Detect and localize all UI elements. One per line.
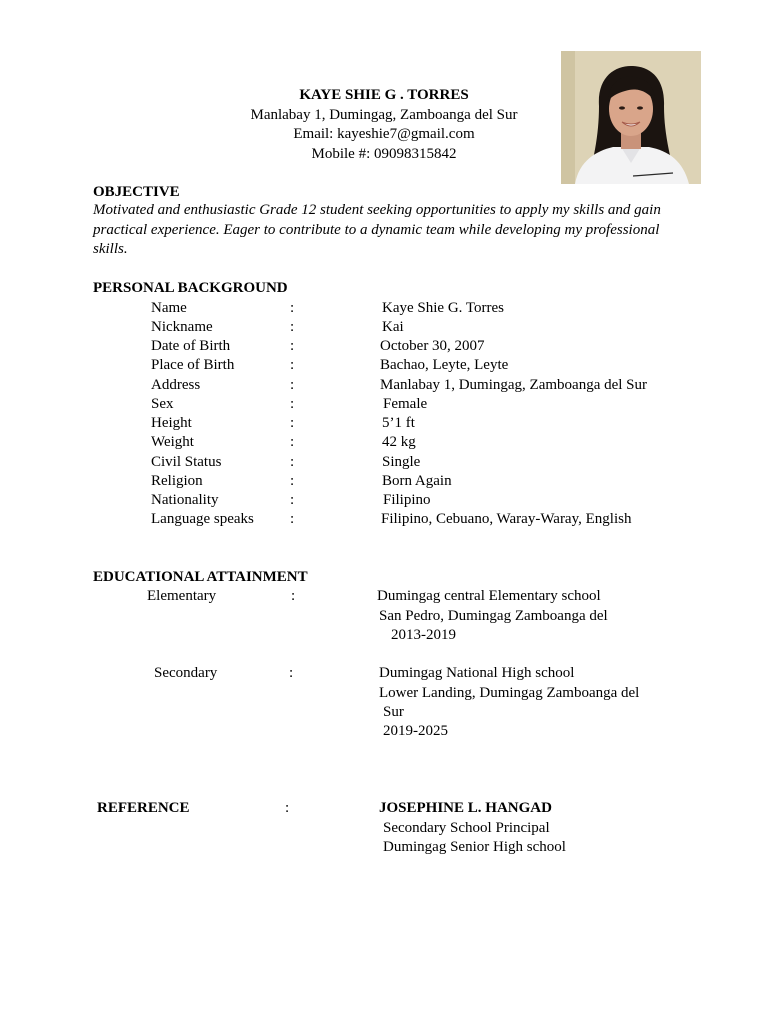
value-place-of-birth: Bachao, Leyte, Leyte — [380, 357, 509, 373]
label-elementary: Elementary — [147, 588, 217, 604]
colon: : — [290, 415, 295, 431]
reference-school: Dumingag Senior High school — [383, 839, 566, 855]
personal-background-heading: PERSONAL BACKGROUND — [93, 280, 288, 296]
label-nationality: Nationality — [151, 492, 219, 508]
colon: : — [290, 319, 295, 335]
elementary-years: 2013-2019 — [391, 627, 456, 643]
colon: : — [290, 377, 295, 393]
colon: : — [290, 434, 295, 450]
reference-heading: REFERENCE — [97, 800, 190, 816]
value-name: Kaye Shie G. Torres — [382, 300, 504, 316]
elementary-school: Dumingag central Elementary school — [377, 588, 601, 604]
label-weight: Weight — [151, 434, 194, 450]
educational-attainment-heading: EDUCATIONAL ATTAINMENT — [93, 569, 308, 585]
label-nickname: Nickname — [151, 319, 213, 335]
value-address: Manlabay 1, Dumingag, Zamboanga del Sur — [380, 377, 648, 393]
colon: : — [290, 300, 295, 316]
applicant-name: KAYE SHIE G . TORRES — [299, 87, 469, 103]
colon: : — [290, 473, 295, 489]
colon: : — [291, 588, 296, 604]
objective-text: Motivated and enthusiastic Grade 12 student seeking opportunities to apply my skills and gain practical experience. Eager to contribute to a dynamic team while developing my professional skills. — [93, 202, 661, 257]
reference-name: JOSEPHINE L. HANGAD — [379, 800, 552, 816]
applicant-mobile: Mobile #: 09098315842 — [311, 146, 457, 162]
secondary-location: Lower Landing, Dumingag Zamboanga del — [379, 685, 640, 701]
applicant-address: Manlabay 1, Dumingag, Zamboanga del Sur — [250, 107, 518, 123]
colon: : — [290, 511, 295, 527]
colon: : — [290, 357, 295, 373]
value-nickname: Kai — [382, 319, 404, 335]
secondary-years: 2019-2025 — [383, 723, 448, 739]
colon: : — [290, 396, 295, 412]
colon: : — [289, 665, 294, 681]
value-religion: Born Again — [382, 473, 452, 489]
value-civil-status: Single — [382, 454, 421, 470]
label-place-of-birth: Place of Birth — [151, 357, 235, 373]
label-sex: Sex — [151, 396, 174, 412]
elementary-location: San Pedro, Dumingag Zamboanga del — [379, 608, 608, 624]
secondary-location-cont: Sur — [383, 704, 404, 720]
colon: : — [290, 492, 295, 508]
colon: : — [290, 454, 295, 470]
profile-photo — [561, 51, 701, 184]
value-height: 5’1 ft — [382, 415, 415, 431]
value-language-speaks: Filipino, Cebuano, Waray-Waray, English — [381, 511, 632, 527]
label-address: Address — [151, 377, 201, 393]
label-name: Name — [151, 300, 187, 316]
value-date-of-birth: October 30, 2007 — [380, 338, 485, 354]
secondary-school: Dumingag National High school — [379, 665, 575, 681]
label-civil-status: Civil Status — [151, 454, 222, 470]
value-weight: 42 kg — [382, 434, 416, 450]
label-religion: Religion — [151, 473, 203, 489]
label-height: Height — [151, 415, 192, 431]
label-date-of-birth: Date of Birth — [151, 338, 231, 354]
value-sex: Female — [383, 396, 428, 412]
reference-title: Secondary School Principal — [383, 820, 550, 836]
colon: : — [285, 800, 290, 816]
label-secondary: Secondary — [154, 665, 218, 681]
value-nationality: Filipino — [383, 492, 431, 508]
colon: : — [290, 338, 295, 354]
label-language-speaks: Language speaks — [151, 511, 254, 527]
applicant-email: Email: kayeshie7@gmail.com — [293, 126, 475, 142]
objective-heading: OBJECTIVE — [93, 184, 180, 200]
